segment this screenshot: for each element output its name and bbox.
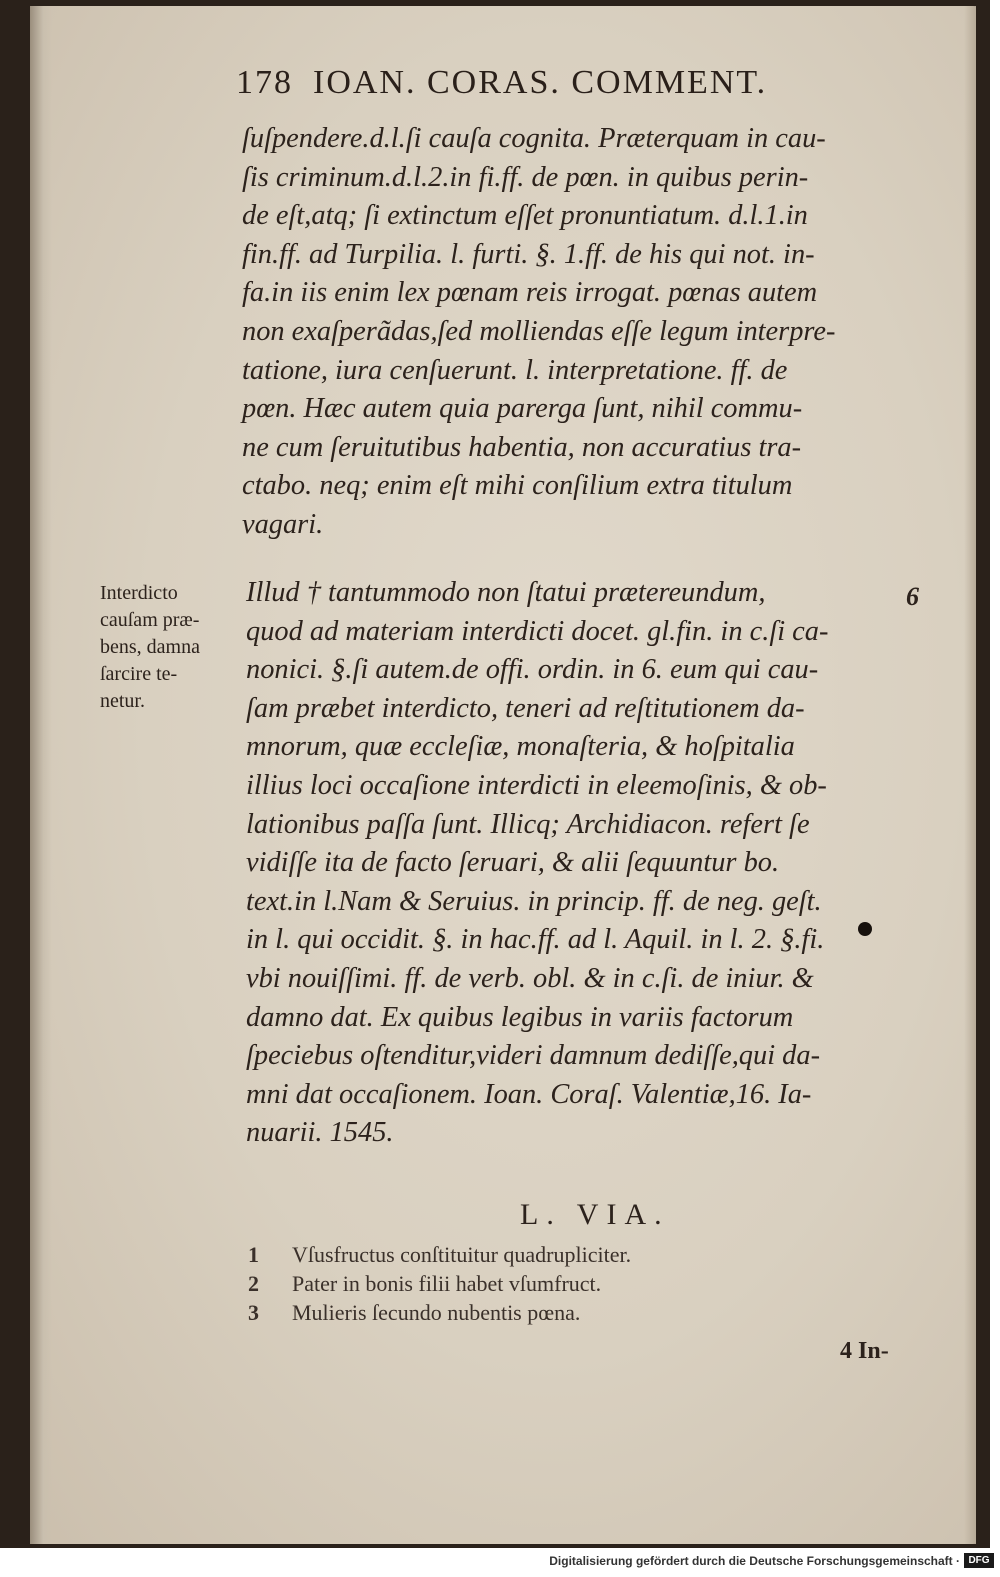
text-line: fa.in iis enim lex pœnam reis irrogat. pœnas autem — [242, 277, 818, 309]
text-line: vagari. — [242, 508, 324, 540]
text-line: lationibus paſſa ſunt. Illicq; Archidiacon. refert ſe — [246, 808, 810, 840]
text-line: nuarii. 1545. — [246, 1117, 394, 1149]
marginal-note-line: cauſam præ- — [100, 609, 200, 631]
marginal-note-line: ſarcire te- — [100, 663, 178, 685]
footer-credit: Digitalisierung gefördert durch die Deutsche Forschungsgemeinschaft · — [549, 1554, 960, 1568]
page-edge-shadow — [964, 6, 976, 1544]
summary-number: 3 — [248, 1300, 259, 1325]
text-line: text.in l.Nam & Seruius. in princip. ff. de neg. geſt. — [246, 885, 822, 917]
section-number: 6 — [906, 582, 919, 611]
law-heading: L. VIA. — [520, 1198, 670, 1231]
dfg-logo: DFG — [964, 1553, 994, 1568]
folio-number: 178 — [236, 64, 293, 101]
paragraph-continuation — [242, 120, 835, 545]
text-line: pœn. Hæc autem quia parerga ſunt, nihil commu- — [242, 393, 803, 425]
text-line: quod ad materiam interdicti docet. gl.fin. in c.ſi ca- — [246, 615, 829, 647]
ink-blot — [858, 922, 872, 936]
marginal-note — [100, 580, 260, 715]
text-line: ſpeciebus oſtenditur,videri damnum dediſſe,qui da- — [246, 1040, 821, 1072]
text-line: in l. qui occidit. §. in hac.ff. ad l. Aquil. in l. 2. §.fi. — [246, 924, 825, 956]
marginal-note-line: bens, damna — [100, 636, 200, 658]
text-line: mnorum, quæ eccleſiæ, monaſteria, & hoſpitalia — [246, 731, 795, 763]
text-line: Illud † tantummodo non ſtatui prætereundum, — [246, 577, 766, 608]
summary-list — [248, 1240, 768, 1327]
summary-number: 2 — [248, 1271, 259, 1296]
text-line: ctabo. neq; enim eſt mihi conſilium extra titulum — [242, 470, 793, 502]
text-line: tatione, iura cenſuerunt. l. interpretatione. ff. de — [242, 354, 788, 386]
text-line: ſuſpendere.d.l.ſi cauſa cognita. Præterquam in cau- — [242, 123, 826, 154]
footer-bar — [0, 1548, 1000, 1577]
summary-item — [248, 1269, 768, 1298]
text-line: ſam præbet interdicto, teneri ad reſtitutionem da- — [246, 692, 805, 724]
paragraph-interdict — [246, 574, 828, 1153]
text-line: de eſt,atq; ſi extinctum eſſet pronuntiatum. d.l.1.in — [242, 200, 808, 232]
running-title: IOAN. CORAS. COMMENT. — [313, 64, 768, 101]
summary-number: 1 — [248, 1242, 259, 1267]
text-line: nonici. §.ſi autem.de offi. ordin. in 6. eum qui cau- — [246, 654, 819, 686]
summary-item — [248, 1240, 768, 1269]
text-line: vidiſſe ita de facto ſeruari, & alii ſequuntur bo. — [246, 847, 780, 879]
summary-item — [248, 1298, 768, 1327]
marginal-note-line: Interdicto — [100, 582, 178, 604]
text-line: illius loci occaſione interdicti in eleemoſinis, & ob- — [246, 769, 827, 801]
text-line: non exaſperãdas,ſed molliendas eſſe legum interpre- — [242, 315, 836, 347]
text-line: vbi nouiſſimi. ff. de verb. obl. & in c.ſi. de iniur. & — [246, 962, 814, 994]
page-gutter-shadow — [30, 6, 52, 1544]
marginal-note-line: netur. — [100, 690, 145, 712]
summary-text: Vſusfructus conſtituitur quadrupliciter. — [292, 1242, 632, 1267]
text-line: ſis criminum.d.l.2.in fi.ff. de pœn. in quibus perin- — [242, 161, 809, 193]
running-head — [236, 64, 856, 110]
text-line: fin.ff. ad Turpilia. l. furti. §. 1.ff. de his qui not. in- — [242, 238, 815, 270]
text-line: ne cum ſeruitutibus habentia, non accuratius tra- — [242, 431, 802, 463]
text-line: damno dat. Ex quibus legibus in variis factorum — [246, 1001, 794, 1033]
text-line: mni dat occaſionem. Ioan. Coraſ. Valentiæ,16. Ia- — [246, 1078, 812, 1110]
catchword: 4 In- — [840, 1338, 889, 1364]
summary-text: Mulieris ſecundo nubentis pœna. — [292, 1300, 581, 1325]
summary-text: Pater in bonis filii habet vſumfruct. — [292, 1271, 602, 1296]
